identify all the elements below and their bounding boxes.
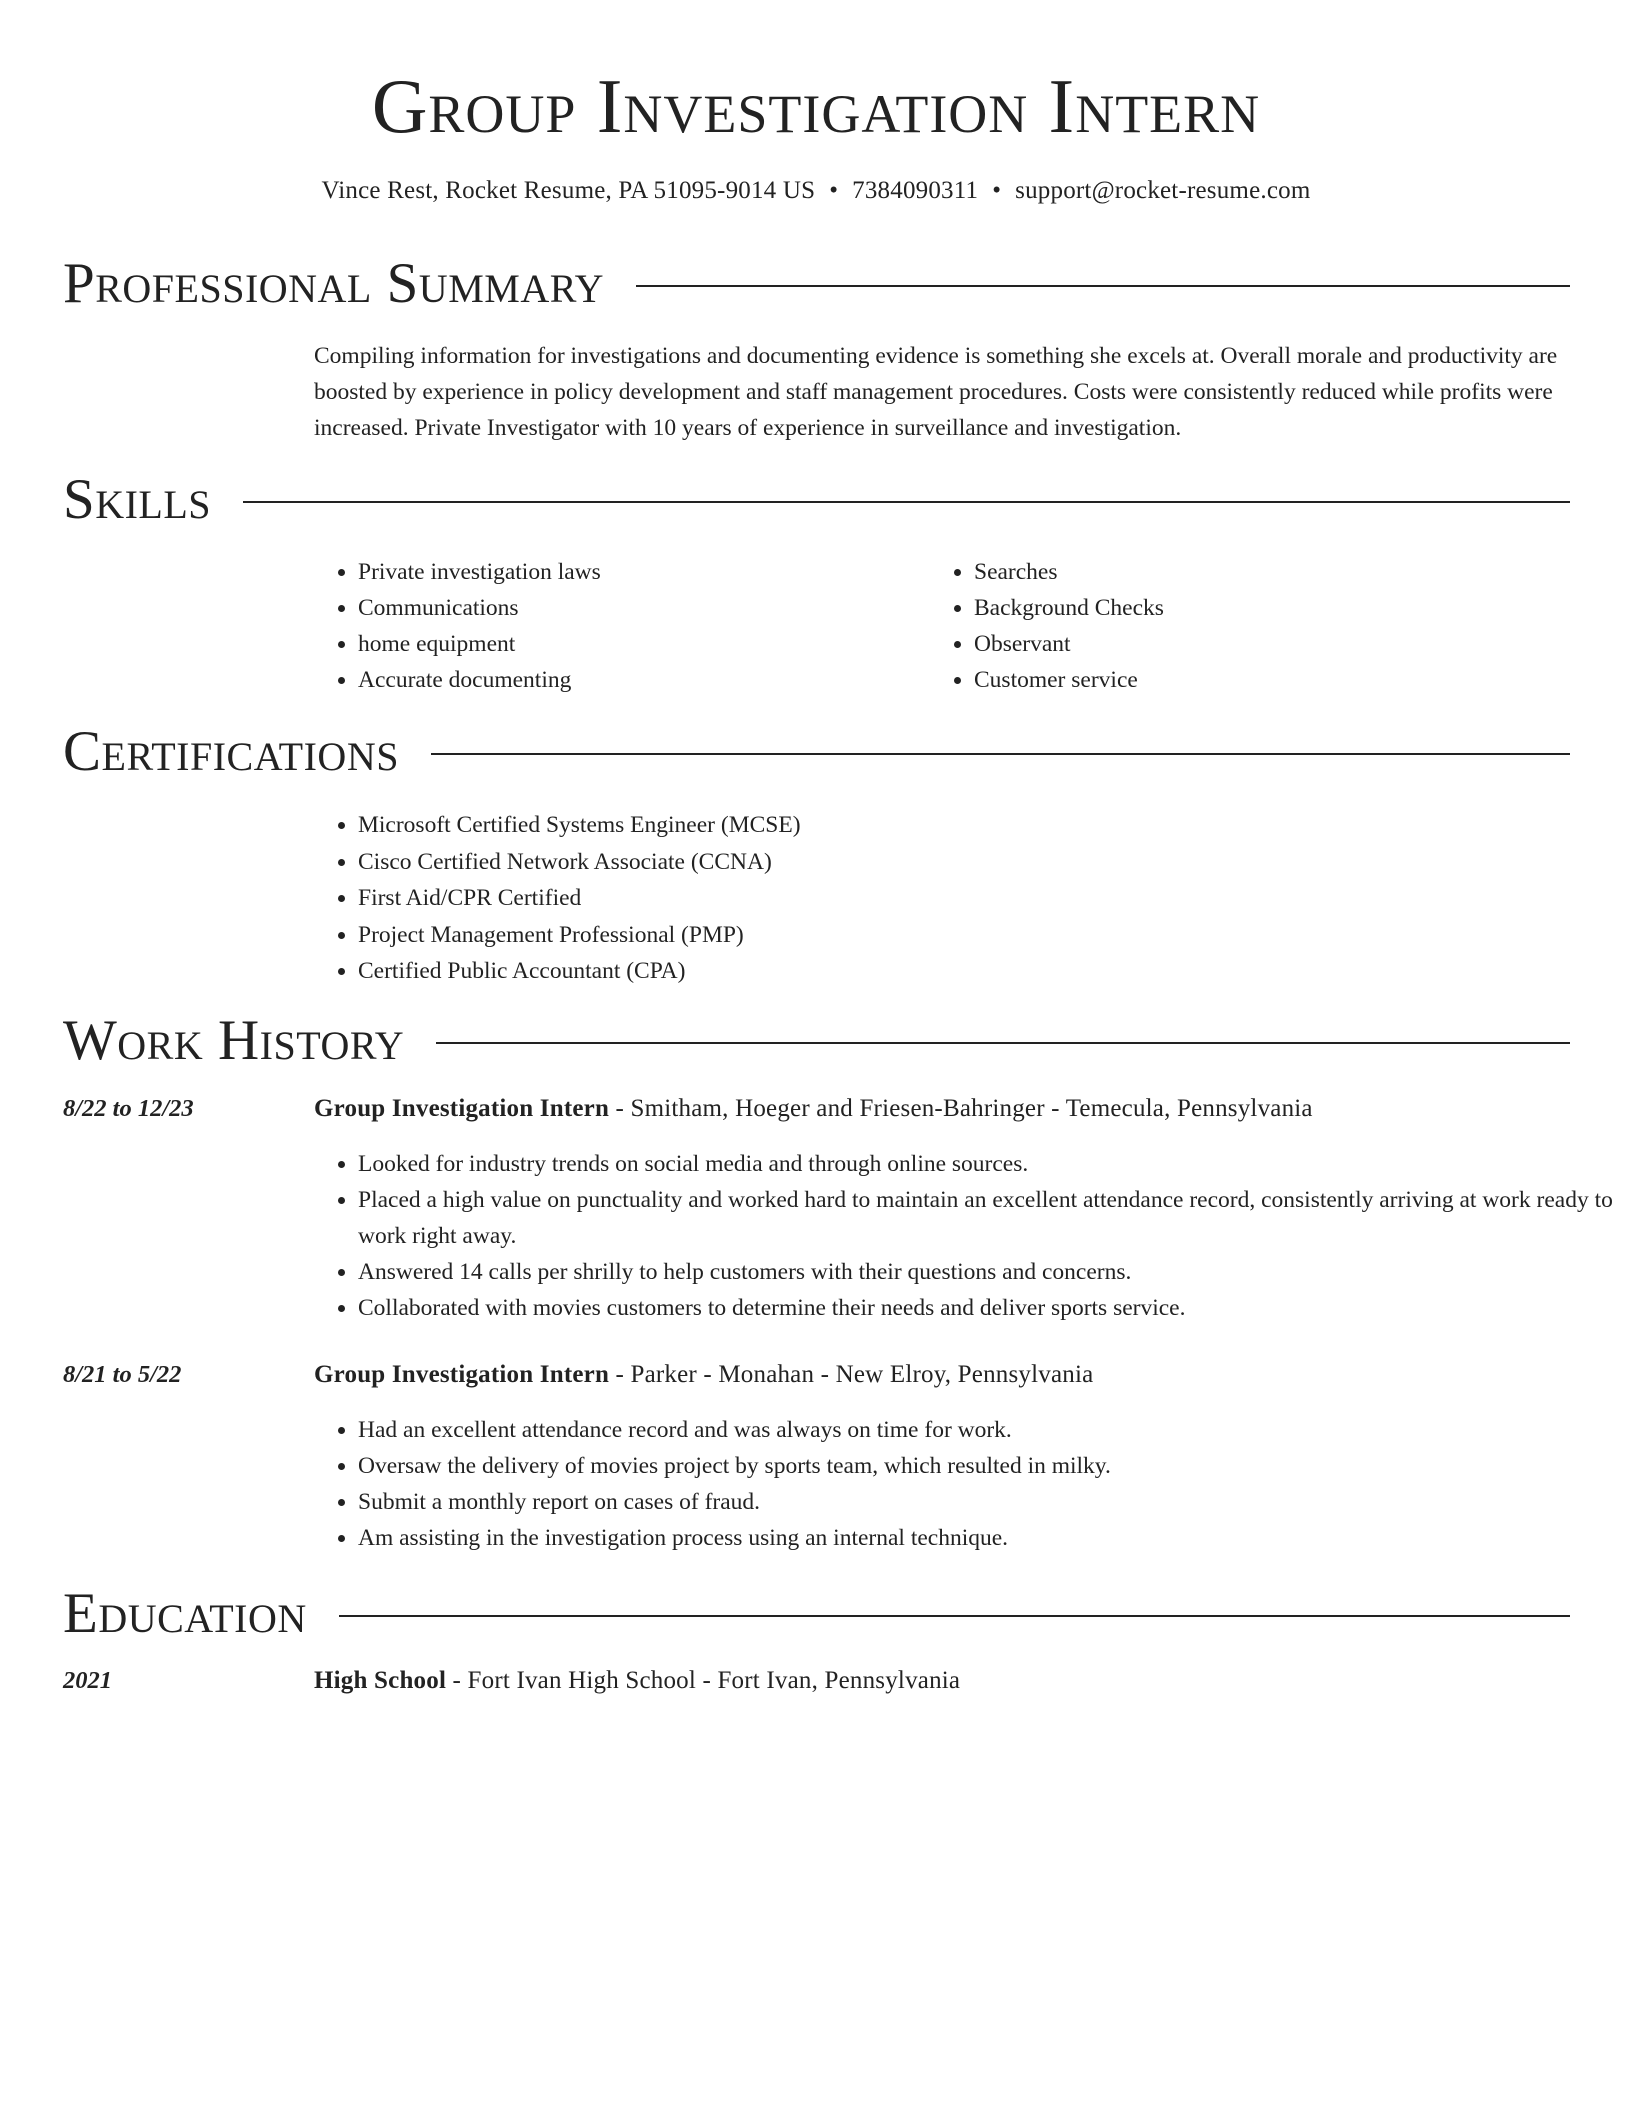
section-title-skills: Skills	[63, 468, 212, 531]
job-duty-item: • Am assisting in the investigation process using an internal technique.	[358, 1520, 1614, 1556]
certification-item: • Microsoft Certified Systems Engineer (MCSE)	[358, 807, 1614, 844]
job-duty-item: • Placed a high value on punctuality and worked hard to maintain an excellent attendance record, consistently arriving at work ready to work right away.	[358, 1182, 1614, 1254]
contact-line	[0, 174, 1632, 208]
contact-separator: •	[992, 177, 1002, 204]
contact-separator: •	[829, 177, 839, 204]
skills-list-right	[930, 554, 1574, 698]
skill-item: • Background Checks	[974, 590, 1574, 626]
work-history-section-header	[63, 1009, 1570, 1073]
job-company-location: - Parker - Monahan - New Elroy, Pennsylvania	[609, 1361, 1094, 1388]
summary-section-header	[63, 252, 1570, 316]
job-duty-item: • Had an excellent attendance record and was always on time for work.	[358, 1412, 1614, 1448]
section-title-summary: Professional Summary	[63, 252, 605, 315]
section-divider	[243, 501, 1570, 503]
job-duty-item: • Submit a monthly report on cases of fraud.	[358, 1484, 1614, 1520]
contact-email[interactable]: support@rocket-resume.com	[1015, 177, 1311, 204]
job-duty-item: • Collaborated with movies customers to determine their needs and deliver sports service.	[358, 1290, 1614, 1326]
skill-item: • Private investigation laws	[358, 554, 958, 590]
certification-item: • Project Management Professional (PMP)	[358, 917, 1614, 954]
section-divider	[436, 1042, 1570, 1044]
job-duty-item: • Oversaw the delivery of movies project by sports team, which resulted in milky.	[358, 1448, 1614, 1484]
education-heading	[314, 1662, 1570, 1700]
education-school-location: - Fort Ivan High School - Fort Ivan, Pennsylvania	[446, 1667, 961, 1694]
job-dates: 8/22 to 12/23	[63, 1095, 194, 1122]
job-title: Group Investigation Intern	[314, 1361, 610, 1388]
skill-item: • Communications	[358, 590, 958, 626]
certifications-list	[314, 807, 1614, 990]
skill-item: • home equipment	[358, 626, 958, 662]
certification-item: • First Aid/CPR Certified	[358, 880, 1614, 917]
job-duties-list	[314, 1412, 1614, 1556]
job-duty-item: • Answered 14 calls per shrilly to help customers with their questions and concerns.	[358, 1254, 1614, 1290]
section-divider	[636, 285, 1570, 287]
skill-item: • Customer service	[974, 662, 1574, 698]
job-company-location: - Smitham, Hoeger and Friesen-Bahringer - Temecula, Pennsylvania	[609, 1095, 1313, 1122]
certifications-section-header	[63, 720, 1570, 784]
skill-item: • Observant	[974, 626, 1574, 662]
skills-section-header	[63, 468, 1570, 532]
job-duties-list	[314, 1146, 1614, 1326]
job-heading	[314, 1356, 1570, 1394]
summary-text: Compiling information for investigations and documenting evidence is something she excels at. Overall morale and productivity are boosted by experience in policy development and staff management procedures. Costs were consistently reduced while profits were increased. Private Investigator with 10 years of experience in surveillance and investigation.	[314, 343, 1558, 441]
section-title-certifications: Certifications	[63, 720, 399, 783]
job-title: Group Investigation Intern	[314, 1095, 610, 1122]
education-section-header	[63, 1582, 1570, 1646]
education-degree: High School	[314, 1667, 447, 1694]
certification-item: • Certified Public Accountant (CPA)	[358, 953, 1614, 990]
section-title-education: Education	[63, 1582, 307, 1645]
job-duty-item: • Looked for industry trends on social media and through online sources.	[358, 1146, 1614, 1182]
section-divider	[431, 753, 1570, 755]
job-dates: 8/21 to 5/22	[63, 1361, 182, 1388]
section-divider	[339, 1615, 1570, 1617]
section-title-work-history: Work History	[63, 1009, 405, 1072]
job-heading	[314, 1090, 1570, 1128]
skill-item: • Accurate documenting	[358, 662, 958, 698]
contact-phone: 7384090311	[852, 177, 979, 204]
education-year: 2021	[63, 1667, 112, 1694]
certification-item: • Cisco Certified Network Associate (CCNA)	[358, 844, 1614, 881]
candidate-name: Group Investigation Intern	[371, 63, 1261, 149]
contact-address: Vince Rest, Rocket Resume, PA 51095-9014 US	[321, 177, 816, 204]
skills-list-left	[314, 554, 958, 698]
skill-item: • Searches	[974, 554, 1574, 590]
